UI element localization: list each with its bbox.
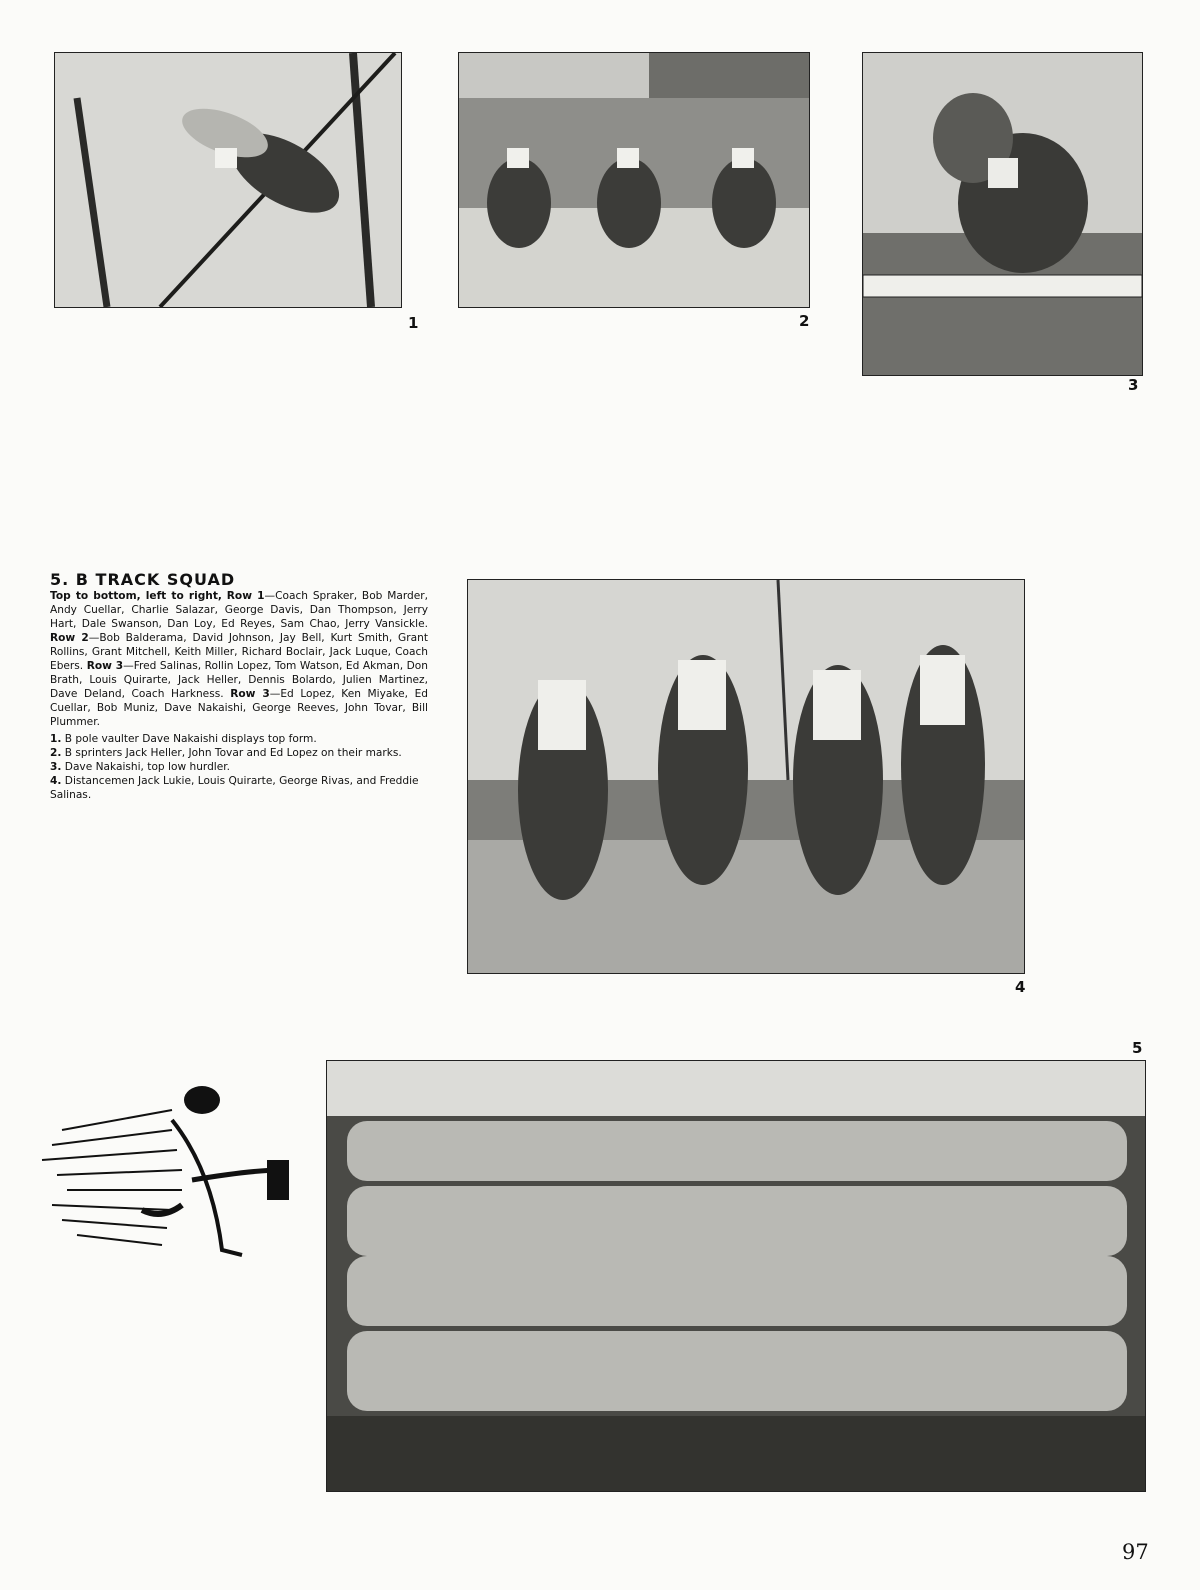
distance-runners-illustration bbox=[468, 580, 1024, 973]
page-number: 97 bbox=[1122, 1540, 1149, 1564]
photo-number-2: 2 bbox=[799, 312, 810, 330]
photo-caption-label: 2. bbox=[50, 747, 62, 759]
photo-number-4: 4 bbox=[1015, 978, 1026, 996]
row3b-label: Row 3 bbox=[230, 688, 270, 700]
photo-caption-text: Dave Nakaishi, top low hurdler. bbox=[64, 761, 231, 773]
row3a-label: Row 3 bbox=[86, 660, 124, 672]
pole-vault-illustration bbox=[55, 53, 401, 307]
row2-label: Row 2 bbox=[50, 632, 89, 644]
row3a-names: —Fred Salinas, Rollin Lopez, Tom Watson, Ed Akman, Don Brath, Louis Quirarte, Jack Heller, Dennis Bolardo, Julien Martinez, Dave Deland, Coach Harkness. bbox=[50, 660, 428, 700]
row2-names: —Bob Balderama, David Johnson, Jay Bell, Kurt Smith, Grant Rollins, Grant Mitchell, Keith Miller, Richard Boclair, Jack Luque, Coach Ebers. bbox=[50, 632, 428, 672]
photo-captions-list bbox=[50, 732, 428, 802]
photo-caption-text: B pole vaulter Dave Nakaishi displays top form. bbox=[64, 733, 317, 745]
photo-caption-item bbox=[50, 760, 428, 774]
caption-roster bbox=[50, 589, 428, 729]
row3b-names: —Ed Lopez, Ken Miyake, Ed Cuellar, Bob Muniz, Dave Nakaishi, George Reeves, John Tovar, Bill Plummer. bbox=[50, 688, 428, 728]
hurdler-illustration bbox=[863, 53, 1142, 375]
running-figure-illustration bbox=[22, 1060, 297, 1290]
sprinters-illustration bbox=[459, 53, 809, 307]
photo-caption-item bbox=[50, 732, 428, 746]
caption-title: 5. B TRACK SQUAD bbox=[50, 570, 236, 589]
photo-team bbox=[326, 1060, 1146, 1492]
photo-caption-label: 4. bbox=[50, 775, 62, 787]
photo-caption-text: B sprinters Jack Heller, John Tovar and Ed Lopez on their marks. bbox=[64, 747, 402, 759]
photo-caption-text: Distancemen Jack Lukie, Louis Quirarte, George Rivas, and Freddie Salinas. bbox=[50, 775, 419, 801]
photo-sprinters bbox=[458, 52, 810, 308]
row1-label: Row 1 bbox=[226, 590, 265, 602]
team-illustration bbox=[327, 1061, 1145, 1491]
row1-names: —Coach Spraker, Bob Marder, Andy Cuellar, Charlie Salazar, George Davis, Dan Thompson, Jerry Hart, Dale Swanson, Dan Loy, Ed Reyes, Sam Chao, Jerry Vansickle. bbox=[50, 590, 428, 630]
photo-caption-item bbox=[50, 746, 428, 760]
caption-lead: Top to bottom, left to right, bbox=[50, 590, 222, 602]
track-squad-caption bbox=[50, 570, 428, 802]
photo-hurdler bbox=[862, 52, 1143, 376]
photo-distance-runners bbox=[467, 579, 1025, 974]
photo-number-1: 1 bbox=[408, 314, 419, 332]
photo-number-3: 3 bbox=[1128, 376, 1139, 394]
photo-caption-item bbox=[50, 774, 428, 802]
photo-caption-label: 1. bbox=[50, 733, 62, 745]
photo-pole-vault bbox=[54, 52, 402, 308]
photo-number-5: 5 bbox=[1132, 1039, 1143, 1057]
photo-caption-label: 3. bbox=[50, 761, 62, 773]
